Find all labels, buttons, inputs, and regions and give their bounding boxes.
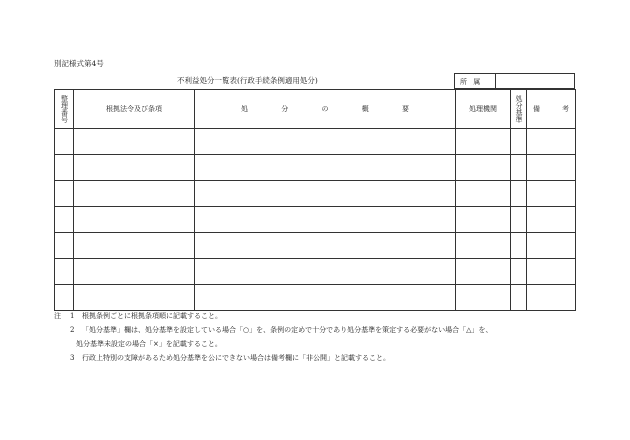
col-header-law: 根拠法令及び条項: [74, 90, 195, 129]
table-row: [55, 181, 576, 207]
table-row: [55, 233, 576, 259]
note-number: 1: [70, 312, 75, 320]
disposition-table: [54, 89, 576, 311]
department-box: [454, 73, 575, 89]
table-row: [55, 259, 576, 285]
form-identifier: 別記様式第4号: [54, 59, 104, 68]
document-title: 不利益処分一覧表(行政手続条例適用処分): [177, 76, 318, 85]
notes-prefix: 注: [54, 312, 61, 320]
department-label: 所 属: [460, 78, 483, 86]
col-header-standard: 処分基準: [511, 90, 527, 129]
table-row: [55, 285, 576, 311]
col-header-summary: 処 分 の 概 要: [195, 90, 456, 129]
note-text: 「処分基準」欄は、処分基準を設定している場合「○」を、条例の定めで十分であり処分基準を策定する必要がない場合「△」を、: [82, 326, 493, 334]
department-divider: [495, 74, 496, 88]
col-header-number: 整理番号: [55, 90, 74, 129]
table-row: [55, 129, 576, 155]
col-header-authority: 処理機関: [456, 90, 511, 129]
table-row: [55, 207, 576, 233]
note-text: 行政上特別の支障があるため処分基準を公にできない場合は備考欄に「非公開」と記載すること。: [82, 354, 390, 362]
col-header-remarks: 備 考: [527, 90, 576, 129]
note-text: 根拠条例ごとに根拠条項順に記載すること。: [82, 312, 222, 320]
table-row: [55, 155, 576, 181]
note-number: 3: [70, 354, 75, 362]
note-number: 2: [70, 326, 75, 334]
note-text-continued: 処分基準未設定の場合「×」を記載すること。: [76, 340, 222, 348]
table-header-row: [55, 90, 576, 129]
